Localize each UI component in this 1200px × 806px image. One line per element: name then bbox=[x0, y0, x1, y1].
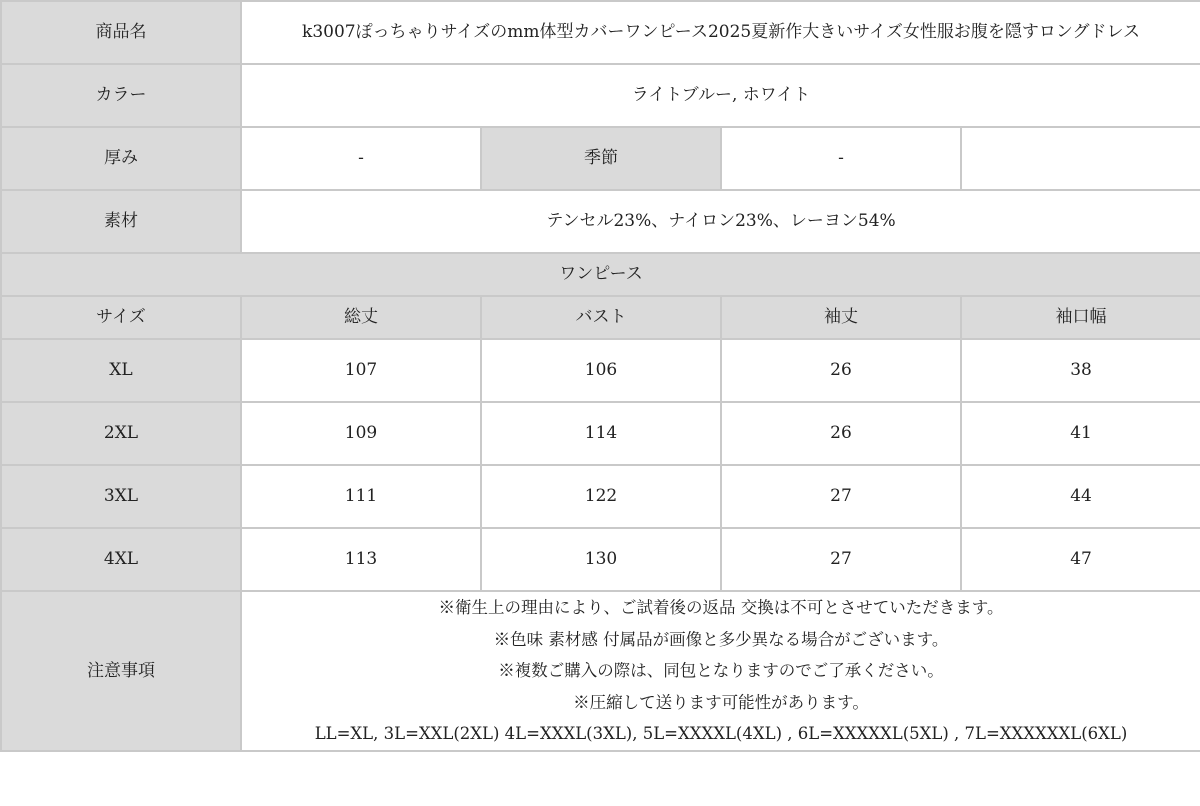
bust-header: バスト bbox=[481, 296, 721, 339]
table-row bbox=[1, 402, 1200, 465]
total-length-header: 総丈 bbox=[241, 296, 481, 339]
sleeve-length-header: 袖丈 bbox=[721, 296, 961, 339]
sleeve-length-cell: 27 bbox=[721, 528, 961, 591]
sleeve-length-cell: 26 bbox=[721, 339, 961, 402]
total-length-cell: 111 bbox=[241, 465, 481, 528]
cuff-width-cell: 38 bbox=[961, 339, 1200, 402]
empty-cell bbox=[961, 127, 1200, 190]
cuff-width-header: 袖口幅 bbox=[961, 296, 1200, 339]
bust-cell: 130 bbox=[481, 528, 721, 591]
bust-cell: 122 bbox=[481, 465, 721, 528]
note-line: ※複数ご購入の際は、同包となりますのでご了承ください。 bbox=[498, 661, 944, 680]
bust-cell: 114 bbox=[481, 402, 721, 465]
section-title: ワンピース bbox=[1, 253, 1200, 296]
cuff-width-cell: 47 bbox=[961, 528, 1200, 591]
note-line: ※衛生上の理由により、ご試着後の返品 交換は不可とさせていただきます。 bbox=[438, 598, 1004, 617]
material-label: 素材 bbox=[1, 190, 241, 253]
note-line: ※色味 素材感 付属品が画像と多少異なる場合がございます。 bbox=[493, 629, 949, 649]
size-header: サイズ bbox=[1, 296, 241, 339]
notes-row bbox=[1, 591, 1200, 751]
thickness-label: 厚み bbox=[1, 127, 241, 190]
color-label: カラー bbox=[1, 64, 241, 127]
size-cell: 2XL bbox=[1, 402, 241, 465]
product-name-value: k3007ぽっちゃりサイズのmm体型カバーワンピース2025夏新作大きいサイズ女性服お腹を隠すロングドレス bbox=[241, 1, 1200, 64]
bust-cell: 106 bbox=[481, 339, 721, 402]
sleeve-length-cell: 27 bbox=[721, 465, 961, 528]
size-header-row bbox=[1, 296, 1200, 339]
product-name-row bbox=[1, 1, 1200, 64]
total-length-cell: 109 bbox=[241, 402, 481, 465]
thickness-value: - bbox=[241, 127, 481, 190]
product-name-label: 商品名 bbox=[1, 1, 241, 64]
total-length-cell: 113 bbox=[241, 528, 481, 591]
section-title-row bbox=[1, 253, 1200, 296]
season-label: 季節 bbox=[481, 127, 721, 190]
size-cell: 3XL bbox=[1, 465, 241, 528]
color-value: ライトブルー, ホワイト bbox=[241, 64, 1200, 127]
table-row bbox=[1, 339, 1200, 402]
table-row bbox=[1, 465, 1200, 528]
notes-label: 注意事項 bbox=[1, 591, 241, 751]
size-cell: XL bbox=[1, 339, 241, 402]
thickness-season-row bbox=[1, 127, 1200, 190]
color-row bbox=[1, 64, 1200, 127]
table-row bbox=[1, 528, 1200, 591]
material-row bbox=[1, 190, 1200, 253]
notes-content bbox=[241, 591, 1200, 751]
total-length-cell: 107 bbox=[241, 339, 481, 402]
note-line: ※圧縮して送ります可能性があります。 bbox=[573, 692, 869, 712]
season-value: - bbox=[721, 127, 961, 190]
size-cell: 4XL bbox=[1, 528, 241, 591]
sleeve-length-cell: 26 bbox=[721, 402, 961, 465]
cuff-width-cell: 44 bbox=[961, 465, 1200, 528]
size-conversion-note: LL=XL, 3L=XXL(2XL) 4L=XXXL(3XL), 5L=XXXXL(4XL) , 6L=XXXXXL(5XL) , 7L=XXXXXXL(6XL) bbox=[314, 724, 1128, 743]
cuff-width-cell: 41 bbox=[961, 402, 1200, 465]
material-value: テンセル23%、ナイロン23%、レーヨン54% bbox=[241, 190, 1200, 253]
